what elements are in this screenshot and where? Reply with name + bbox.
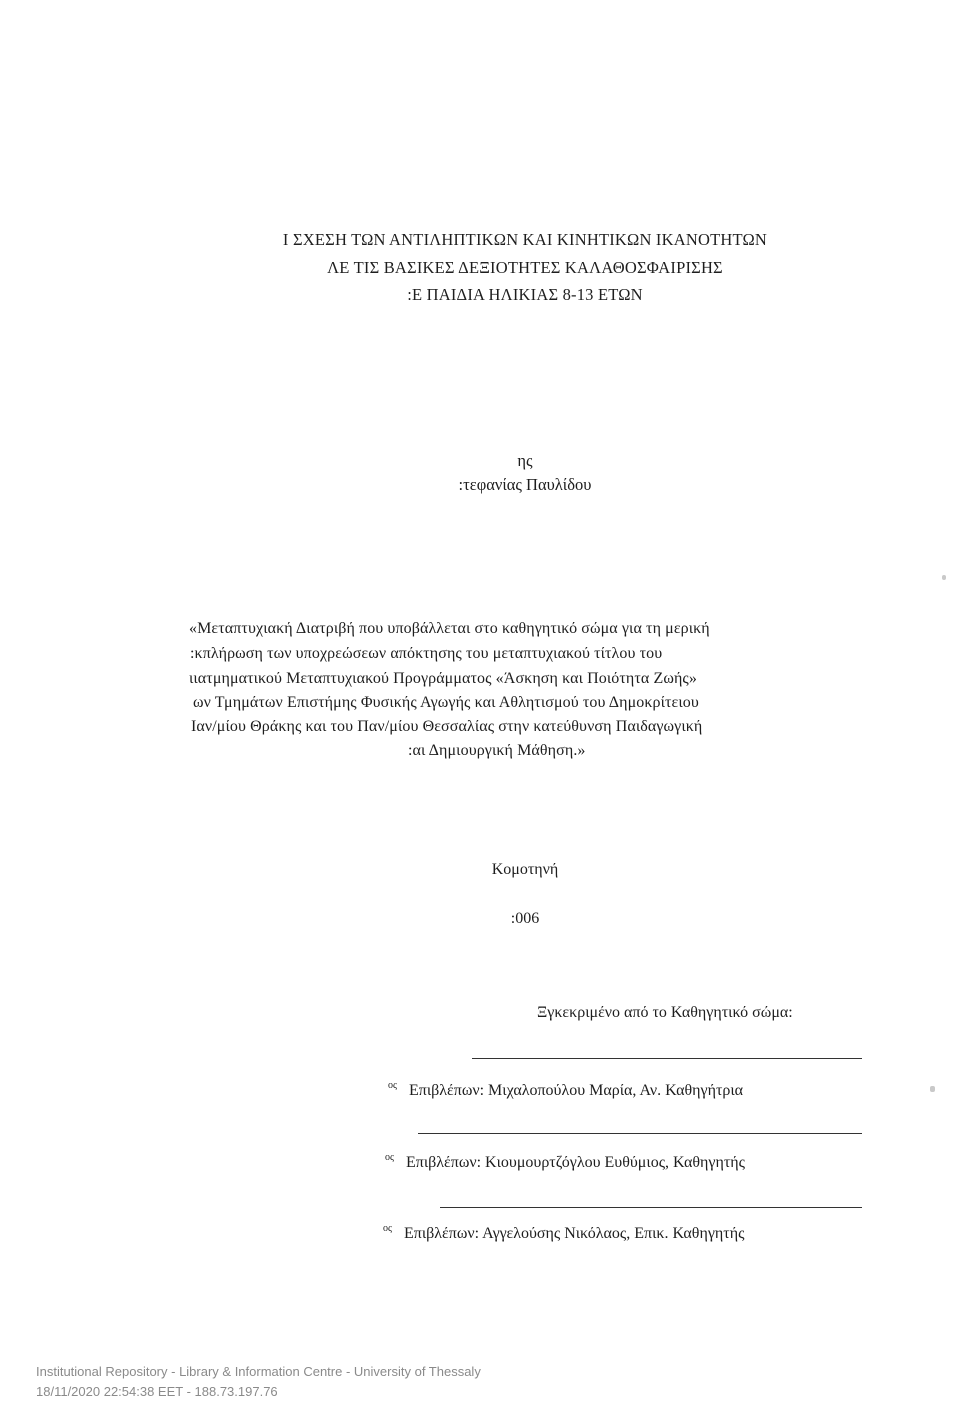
thesis-line-3: ιιατμηματικού Μεταπτυχιακού Προγράμματος «Άσκηση και Ποιότητα Ζωής» [189,670,697,687]
approval-heading: Ξγκεκριμένο από το Καθηγητικό σώμα: [537,1004,793,1021]
signature-line-2 [418,1133,862,1134]
supervisor-3-label: Επιβλέπων: Αγγελούσης Νικόλαος, Επικ. Καθηγητής [403,1225,745,1242]
supervisor-3 [383,1223,744,1243]
year: :006 [510,910,540,927]
thesis-line-1: «Μεταπτυχιακή Διατριβή που υποβάλλεται στο καθηγητικό σώμα για τη μερική [189,620,710,637]
scan-speck [930,1086,935,1092]
thesis-line-5: Ιαν/μίου Θράκης και του Παν/μίου Θεσσαλίας στην κατεύθυνση Παιδαγωγική [191,718,703,735]
supervisor-2-label: Επιβλέπων: Κιουμουρτζόγλου Ευθύμιος, Καθηγητής [405,1154,745,1171]
author-prefix: ης [517,451,533,470]
supervisor-2 [385,1152,745,1172]
thesis-line-2: :κπλήρωση των υποχρεώσεων απόκτησης του μεταπτυχιακού τίτλου του [190,645,663,662]
supervisor-1-label: Επιβλέπων: Μιχαλοπούλου Μαρία, Αν. Καθηγήτρια [408,1082,744,1099]
signature-line-3 [440,1207,862,1208]
title-line-3: :Ε ΠΑΙΔΙΑ ΗΛΙΚΙΑΣ 8-13 ΕΤΩΝ [407,285,643,304]
thesis-line-4: ων Τμημάτων Επιστήμης Φυσικής Αγωγής και Αθλητισμού του Δημοκρίτειου [193,694,699,711]
supervisor-3-ordinal: ος [383,1223,392,1234]
signature-line-1 [472,1058,862,1059]
supervisor-1 [388,1080,743,1100]
footer-repository: Institutional Repository - Library & Information Centre - University of Thessaly [36,1364,481,1379]
title-line-1: Ι ΣΧΕΣΗ ΤΩΝ ΑΝΤΙΛΗΠΤΙΚΩΝ ΚΑΙ ΚΙΝΗΤΙΚΩΝ ΙΚΑΝΟΤΗΤΩΝ [282,230,768,249]
supervisor-2-ordinal: ος [385,1152,394,1163]
supervisor-1-ordinal: ος [388,1080,397,1091]
scan-speck [942,575,946,580]
footer-timestamp: 18/11/2020 22:54:38 EET - 188.73.197.76 [36,1384,278,1399]
thesis-line-6: :αι Δημιουργική Μάθηση.» [408,742,586,759]
place: Κομοτηνή [491,861,559,878]
author-name: :τεφανίας Παυλίδου [458,475,592,494]
title-line-2: ΛΕ ΤΙΣ ΒΑΣΙΚΕΣ ΔΕΞΙΟΤΗΤΕΣ ΚΑΛΑΘΟΣΦΑΙΡΙΣΗΣ [327,258,723,277]
